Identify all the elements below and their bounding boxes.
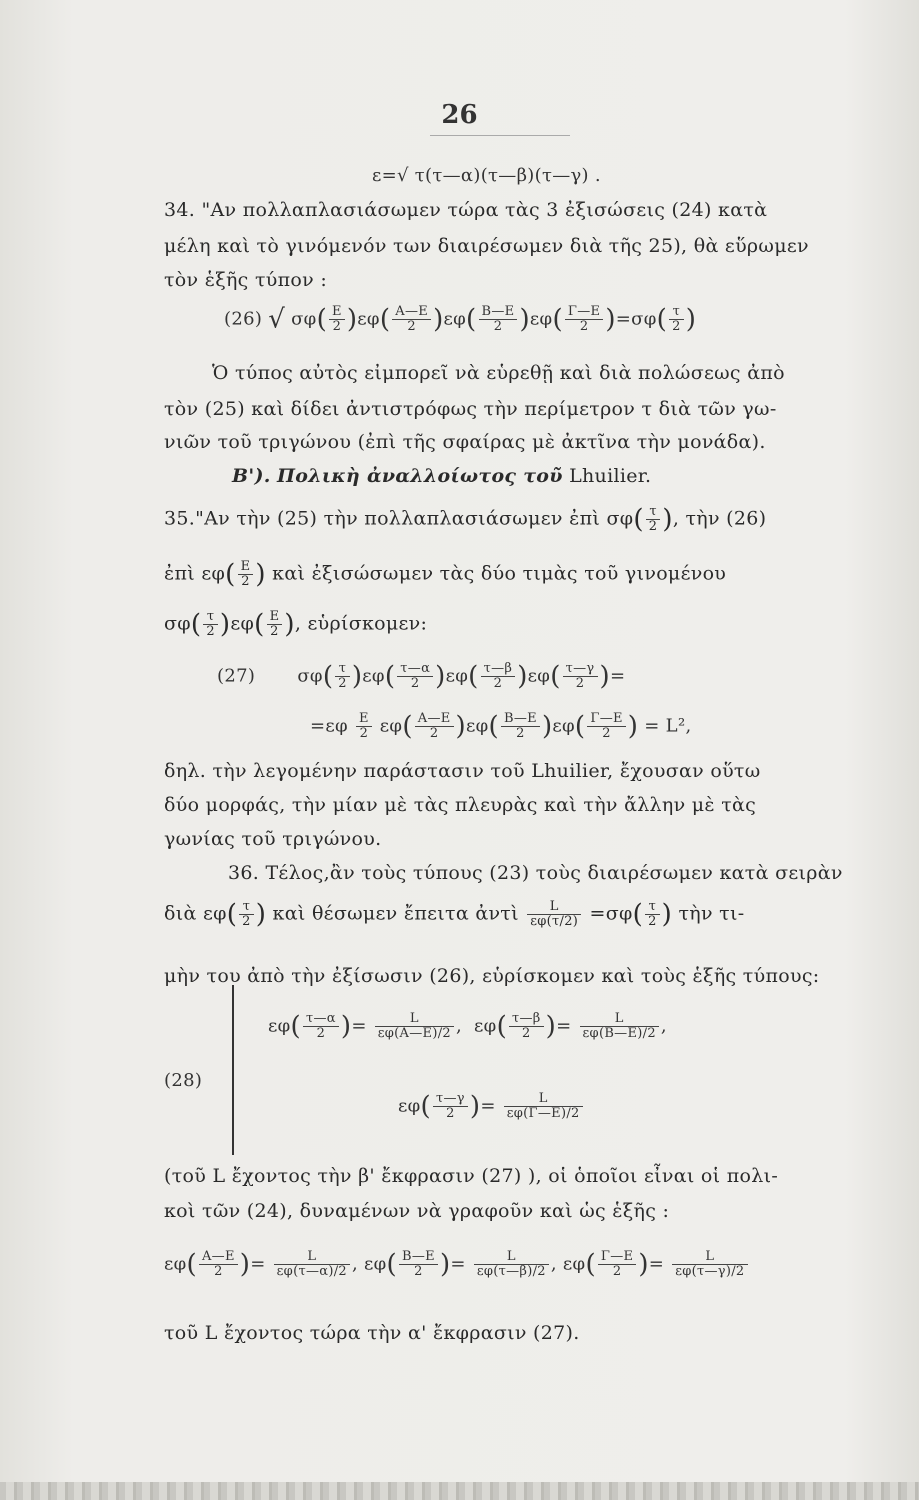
equation-27-line-2: =εφ $\frac{E}{2}$ εφ( $\frac{A—E}{2}$ )εφ( $\frac{B—E}{2}$ )εφ( $\frac{\Gamma—E}{2}$ ) = L², [310,711,692,742]
equation-27-line-1: (27) σφ( $\frac{\tau}{2}$ )εφ( $\frac{\tau—\alpha}{2}$ )εφ( $\frac{\tau—\beta}{2}$ )εφ( $\frac{\tau—\gamma}{2}$ )= [217,661,626,692]
divider-rule [430,135,570,136]
paragraph-34-line-3: τὸν ἑξῆς τύπον : [164,269,328,291]
sqrt-icon: √ [268,304,286,335]
paragraph-34-line-2: μέλη καὶ τὸ γινόμενόν των διαιρέσωμεν διὰ τῆς 25), θὰ εὕρωμεν [164,235,809,257]
cot-symbol: σφ [291,308,317,330]
paragraph-36-line-5: κοὶ τῶν (24), δυναμένων νὰ γραφοῦν καὶ ὡς ἑξῆς : [164,1200,670,1222]
equation-28-brace [232,985,238,1155]
scan-edge [0,1482,919,1500]
tan-symbol: εφ [529,308,553,330]
tan-symbol: εφ [443,308,467,330]
paragraph-36-last: τοῦ L ἔχοντος τώρα τὴν α' ἔκφρασιν (27). [164,1322,580,1344]
equation-28-line-2: εφ( $\frac{\tau—\gamma}{2}$ )= $\frac{L}{\varepsilon\varphi(\Gamma—E)/2}$ [398,1092,585,1121]
paragraph-35-line-1: 35."Αν τὴν (25) τὴν πολλαπλασιάσωμεν ἐπὶ σφ( $\frac{\tau}{2}$ ), τὴν (26) [164,504,767,535]
fraction: $\frac{E}{2}$ [329,305,345,334]
paragraph-36-line-3: μὴν του ἀπὸ τὴν ἐξίσωσιν (26), εὑρίσκομεν καὶ τοὺς ἑξῆς τύπους: [164,965,820,987]
paragraph-35-line-2: ἐπὶ εφ( $\frac{E}{2}$ ) καὶ ἐξισώσωμεν τὰς δύο τιμὰς τοῦ γινομένου [164,559,727,590]
paragraph-34-line-5: τὸν (25) καὶ δίδει ἀντιστρόφως τὴν περίμετρον τ διὰ τῶν γω- [164,398,777,420]
fraction: $\frac{B—E}{2}$ [479,305,518,334]
fraction: $\frac{\Gamma—E}{2}$ [565,305,603,334]
tan-symbol: εφ [357,308,380,330]
paragraph-34-line-6: νιῶν τοῦ τριγώνου (ἐπὶ τῆς σφαίρας μὲ ἀκτῖνα τὴν μονάδα). [164,431,766,453]
equation-27-label: (27) [217,665,256,687]
paragraph-35-line-3: σφ( $\frac{\tau}{2}$ )εφ( $\frac{E}{2}$ ), εὑρίσκομεν: [164,609,428,640]
fraction: $\frac{\tau}{2}$ [669,305,684,334]
equation-28-label: (28) [164,1070,203,1091]
paragraph-36-line-4: (τοῦ L ἔχοντος τὴν β' ἔκφρασιν (27) ), οἱ ὁποῖοι εἶναι οἱ πολι- [164,1165,779,1187]
paragraph-36-line-2: διὰ εφ( $\frac{\tau}{2}$ ) καὶ θέσωμεν ἔπειτα ἀντὶ $\frac{L}{\varepsilon\varphi(\tau/2)}$ =σφ( $\frac{\tau}{2}$ ) τὴν τι- [164,899,745,930]
section-heading: Β'). Πολικὴ ἀναλλοίωτος τοῦ Lhuilier. [232,465,652,487]
cot-symbol: σφ [631,308,657,330]
paragraph-35-after-3: γωνίας τοῦ τριγώνου. [164,828,382,850]
paragraph-35-after-2: δύο μορφάς, τὴν μίαν μὲ τὰς πλευρὰς καὶ τὴν ἄλλην μὲ τὰς [164,794,757,816]
paragraph-35-after-1: δηλ. τὴν λεγομένην παράστασιν τοῦ Lhuilier, ἔχουσαν οὕτω [164,760,761,782]
page-number: 26 [441,100,478,130]
equation-final: εφ( $\frac{A—E}{2}$ )= $\frac{L}{\varepsilon\varphi(\tau—\alpha)/2}$ , εφ( $\frac{B—E}{2}$ )= $\frac{L}{\varepsilon\varphi(\tau—\beta)/2}$ , εφ( $\frac{\Gamma—E}{2}$ )= $\frac{L}{\varepsilon\varphi(\tau—\gamma)/2}$ [164,1250,750,1279]
equation-26-label: (26) [224,308,263,330]
fraction: $\frac{A—E}{2}$ [392,305,431,334]
paragraph-34-line-1: 34. "Αν πολλαπλασιάσωμεν τώρα τὰς 3 ἐξισώσεις (24) κατὰ [164,199,768,221]
equation-26: (26) √ σφ( $\frac{E}{2}$ )εφ( $\frac{A—E}{2}$ )εφ( $\frac{B—E}{2}$ )εφ( $\frac{\Gamma—E}{2}$ )=σφ( $\frac{\tau}{2}$ ) [224,304,697,335]
paragraph-34-line-4: Ὁ τύπος αὐτὸς εἰμπορεῖ νὰ εὑρεθῇ καὶ διὰ πολώσεως ἀπὸ [212,362,785,384]
equation-epsilon: ε=√ τ(τ—α)(τ—β)(τ—γ) . [372,165,601,186]
equation-28-line-1: εφ( $\frac{\tau—\alpha}{2}$ )= $\frac{L}{\varepsilon\varphi(A—E)/2}$ , εφ( $\frac{\tau—\beta}{2}$ )= $\frac{L}{\varepsilon\varphi(B—E)/2}$ , [268,1011,667,1042]
paragraph-36-line-1: 36. Τέλος,ἂν τοὺς τύπους (23) τοὺς διαιρέσωμεν κατὰ σειρὰν [228,862,843,884]
